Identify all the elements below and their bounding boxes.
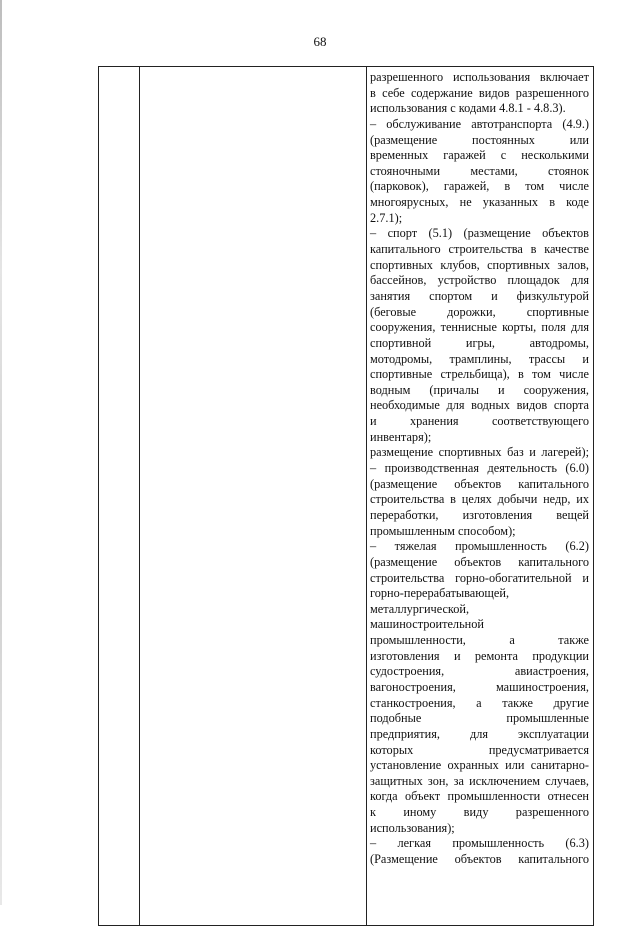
text-line: временных гаражей с несколькими [370, 148, 589, 163]
text-line: судостроения, авиастроения, [370, 664, 589, 679]
text-line: строительства горно-обогатительной и [370, 570, 589, 585]
column-divider-2 [366, 67, 367, 925]
text-line: спортивной игры, автодромы, [370, 335, 589, 350]
text-line: (Размещение объектов капитального [370, 852, 589, 867]
text-line: предприятия, для эксплуатации [370, 726, 589, 741]
text-line: бассейнов, устройство площадок для [370, 273, 589, 288]
text-line: необходимые для водных видов спорта [370, 398, 589, 413]
text-line: станкостроения, а также другие [370, 695, 589, 710]
text-line: (беговые дорожки, спортивные [370, 304, 589, 319]
text-line: – спорт (5.1) (размещение объектов [370, 226, 589, 241]
text-line: инвентаря); [370, 429, 432, 444]
text-line: металлургической, [370, 601, 470, 616]
text-line: горно-перерабатывающей, [370, 586, 510, 601]
text-line: – обслуживание автотранспорта (4.9.) [370, 116, 589, 131]
text-line: (размещение объектов капитального [370, 476, 589, 491]
text-line: мотодромы, трамплины, трассы и [370, 351, 589, 366]
page-number: 68 [313, 34, 327, 49]
text-line: – легкая промышленность (6.3) [370, 836, 589, 851]
scan-edge-mark [0, 0, 2, 905]
text-line: (размещение постоянных или [370, 132, 589, 147]
text-line: многоярусных, не указанных в коде [370, 195, 589, 210]
text-line: в себе содержание видов разрешенного [370, 85, 589, 100]
text-line: размещение спортивных баз и лагерей); [370, 445, 589, 460]
text-line: когда объект промышленности отнесен [370, 789, 589, 804]
text-line: водным (причалы и сооружения, [370, 382, 589, 397]
text-line: машиностроительной [370, 617, 484, 632]
text-line: спортивные стрельбища), в том числе [370, 367, 589, 382]
text-line: (парковок), гаражей, в том числе [370, 179, 589, 194]
text-line: установление охранных или санитарно- [370, 758, 589, 773]
text-line: стояночными местами, стоянок [370, 163, 589, 178]
text-line: капитального строительства в качестве [370, 242, 589, 257]
text-line: вагоностроения, машиностроения, [370, 679, 589, 694]
text-line: подобные промышленные [370, 711, 589, 726]
text-line: разрешенного использования включает [370, 70, 589, 84]
text-line: занятия спортом и физкультурой [370, 288, 589, 303]
column-divider-1 [139, 67, 140, 925]
text-line: строительства в целях добычи недр, их [370, 492, 589, 507]
text-line: – тяжелая промышленность (6.2) [370, 539, 589, 554]
text-line: и хранения соответствующего [370, 414, 589, 429]
text-line: изготовления и ремонта продукции [370, 648, 589, 663]
text-line: защитных зон, за исключением случаев, [370, 773, 589, 788]
text-line: которых предусматривается [370, 742, 589, 757]
text-line: 2.7.1); [370, 210, 403, 225]
text-line: сооружения, теннисные корты, поля для [370, 320, 589, 335]
text-line: использования); [370, 820, 455, 835]
text-line: промышленным способом); [370, 523, 516, 538]
text-line: переработки, изготовления вещей [370, 507, 589, 522]
text-line: (размещение объектов капитального [370, 554, 589, 569]
text-line: спортивных клубов, спортивных залов, [370, 257, 589, 272]
text-line: к иному виду разрешенного [370, 805, 589, 820]
text-line: – производственная деятельность (6.0) [370, 461, 589, 476]
text-line: использования с кодами 4.8.1 - 4.8.3). [370, 101, 566, 116]
table-cell-text [370, 70, 589, 868]
text-line: промышленности, а также [370, 633, 589, 648]
